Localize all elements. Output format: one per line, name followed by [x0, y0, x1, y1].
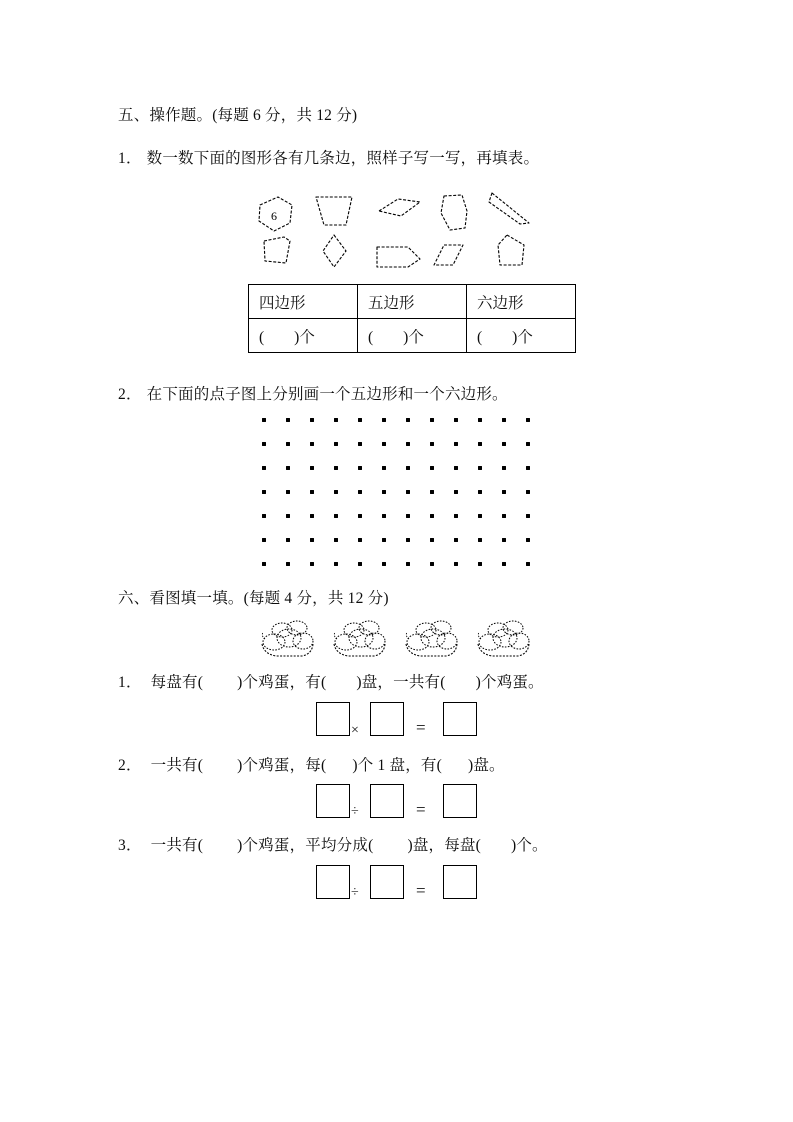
grid-dot: [502, 514, 506, 518]
grid-dot: [526, 538, 530, 542]
grid-dot: [478, 490, 482, 494]
grid-dot: [526, 466, 530, 470]
table-answer-hexagon[interactable]: [467, 319, 576, 353]
q2-part-1: )个鸡蛋，每(: [237, 757, 327, 774]
grid-dot: [310, 562, 314, 566]
cell-close-unit: )个: [294, 328, 315, 346]
shape-thin-parallelogram: [379, 199, 420, 216]
grid-dot: [454, 490, 458, 494]
equals-sign: =: [416, 718, 426, 737]
grid-dot: [262, 418, 266, 422]
grid-dot: [382, 418, 386, 422]
shape-hexagon-with-label: [259, 197, 292, 231]
grid-dot: [526, 418, 530, 422]
grid-dot: [406, 538, 410, 542]
grid-dot: [262, 562, 266, 566]
operator-multiply: ×: [351, 723, 359, 738]
table-answer-quadrilateral[interactable]: [249, 319, 358, 353]
grid-dot: [358, 538, 362, 542]
grid-dot: [310, 418, 314, 422]
egg-plate-1: [262, 621, 313, 656]
grid-dot: [526, 490, 530, 494]
grid-dot: [430, 418, 434, 422]
grid-dot: [430, 562, 434, 566]
grid-dot: [454, 538, 458, 542]
grid-dot: [430, 538, 434, 542]
grid-dot: [286, 562, 290, 566]
answer-box-1[interactable]: [316, 702, 350, 736]
equals-sign: =: [416, 800, 426, 819]
question-number: 2．: [118, 757, 142, 774]
table-answer-row: [249, 319, 576, 353]
grid-dot: [406, 490, 410, 494]
equation-row-3: [316, 865, 516, 901]
operator-divide: ÷: [351, 804, 359, 819]
equals-sign: =: [416, 881, 426, 900]
grid-dot: [382, 442, 386, 446]
section-six-heading: 六、看图填一填。(每题 4 分，共 12 分): [118, 590, 389, 607]
grid-dot: [478, 418, 482, 422]
section-six-q3-line: [118, 835, 548, 857]
answer-box-1[interactable]: [316, 784, 350, 818]
grid-dot: [406, 562, 410, 566]
grid-dot: [310, 442, 314, 446]
grid-dot: [310, 514, 314, 518]
grid-dot: [334, 418, 338, 422]
shape-parallelogram: [434, 245, 463, 265]
cell-close-unit: )个: [512, 328, 533, 346]
grid-dot: [430, 514, 434, 518]
grid-dot: [454, 442, 458, 446]
grid-dot: [310, 538, 314, 542]
dot-grid[interactable]: [262, 418, 530, 566]
answer-box-2[interactable]: [370, 865, 404, 899]
answer-box-3[interactable]: [443, 865, 477, 899]
section-five-q2-line: [118, 384, 508, 406]
equation-row-1: [316, 702, 516, 738]
grid-dot: [358, 562, 362, 566]
grid-dot: [286, 418, 290, 422]
grid-dot: [430, 466, 434, 470]
grid-dot: [382, 562, 386, 566]
q3-part-1: )个鸡蛋，平均分成(: [237, 837, 374, 854]
table-header-pentagon: 五边形: [358, 285, 467, 319]
egg-plate-3: [406, 621, 457, 656]
answer-box-3[interactable]: [443, 702, 477, 736]
grid-dot: [382, 538, 386, 542]
grid-dot: [358, 466, 362, 470]
grid-dot: [502, 466, 506, 470]
shape-sliver-quadrilateral: [489, 193, 529, 224]
grid-dot: [526, 442, 530, 446]
question-number: 1．: [118, 674, 142, 691]
answer-box-1[interactable]: [316, 865, 350, 899]
grid-dot: [358, 418, 362, 422]
q1-part-0: 每盘有(: [150, 674, 204, 691]
grid-dot: [310, 490, 314, 494]
grid-dot: [478, 538, 482, 542]
section-five-q1-line: [118, 148, 539, 170]
grid-dot: [454, 466, 458, 470]
grid-dot: [478, 442, 482, 446]
cell-close-unit: )个: [403, 328, 424, 346]
q2-part-2: )个 1 盘，有(: [352, 757, 442, 774]
grid-dot: [358, 514, 362, 518]
grid-dot: [454, 514, 458, 518]
egg-plate-4: [478, 621, 529, 656]
grid-dot: [334, 562, 338, 566]
grid-dot: [262, 514, 266, 518]
table-header-row: [249, 285, 576, 319]
grid-dot: [382, 514, 386, 518]
shapes-figure: [248, 183, 548, 283]
grid-dot: [334, 442, 338, 446]
shape-arrow-pentagon: [377, 247, 420, 267]
grid-dot: [310, 466, 314, 470]
grid-dot: [334, 490, 338, 494]
table-answer-pentagon[interactable]: [358, 319, 467, 353]
shape-pentagon: [264, 237, 290, 263]
grid-dot: [286, 442, 290, 446]
grid-dot: [454, 418, 458, 422]
question-number: 1．: [118, 150, 142, 167]
q2-part-0: 一共有(: [150, 757, 204, 774]
table-header-quadrilateral: 四边形: [249, 285, 358, 319]
grid-dot: [502, 562, 506, 566]
grid-dot: [454, 562, 458, 566]
grid-dot: [286, 514, 290, 518]
egg-plates-svg: [258, 616, 548, 662]
grid-dot: [358, 490, 362, 494]
grid-dot: [334, 514, 338, 518]
grid-dot: [286, 538, 290, 542]
grid-dot: [286, 466, 290, 470]
grid-dot: [262, 538, 266, 542]
answer-box-2[interactable]: [370, 784, 404, 818]
q1-part-2: )盘，一共有(: [356, 674, 446, 691]
cell-open-paren: (: [259, 328, 265, 346]
q1-part-1: )个鸡蛋，有(: [237, 674, 327, 691]
grid-dot: [382, 466, 386, 470]
section-six-q2-line: [118, 755, 505, 777]
grid-dot: [478, 514, 482, 518]
egg-plate-2: [334, 621, 385, 656]
shape-hexagon-tall: [441, 195, 467, 230]
grid-dot: [358, 442, 362, 446]
q1-part-3: )个鸡蛋。: [475, 674, 544, 691]
q3-part-0: 一共有(: [150, 837, 204, 854]
q3-part-2: )盘，每盘(: [407, 837, 481, 854]
grid-dot: [526, 514, 530, 518]
grid-dot: [406, 442, 410, 446]
grid-dot: [406, 466, 410, 470]
question-number: 2．: [118, 386, 142, 403]
grid-dot: [382, 490, 386, 494]
section-six-q1-line: [118, 672, 544, 694]
grid-dot: [478, 466, 482, 470]
grid-dot: [262, 490, 266, 494]
answer-box-2[interactable]: [370, 702, 404, 736]
grid-dot: [430, 442, 434, 446]
grid-dot: [502, 490, 506, 494]
grid-dot: [334, 538, 338, 542]
question-number: 3．: [118, 837, 142, 854]
grid-dot: [502, 442, 506, 446]
grid-dot: [502, 418, 506, 422]
grid-dot: [430, 490, 434, 494]
grid-dot: [526, 562, 530, 566]
grid-dot: [262, 442, 266, 446]
shape-trapezoid: [316, 197, 352, 225]
section-five-heading: 五、操作题。(每题 6 分，共 12 分): [118, 107, 358, 124]
q2-part-3: )盘。: [467, 757, 505, 774]
question-text: 数一数下面的图形各有几条边，照样子写一写，再填表。: [146, 150, 540, 167]
grid-dot: [502, 538, 506, 542]
q3-part-3: )个。: [510, 837, 548, 854]
grid-dot: [334, 466, 338, 470]
shape-rhombus: [323, 235, 346, 267]
question-text: 在下面的点子图上分别画一个五边形和一个六边形。: [146, 386, 508, 403]
shape-pentagon-house: [498, 235, 524, 265]
shape-count-table: [248, 284, 576, 353]
cell-open-paren: (: [368, 328, 374, 346]
grid-dot: [406, 418, 410, 422]
answer-box-3[interactable]: [443, 784, 477, 818]
grid-dot: [406, 514, 410, 518]
table-header-hexagon: 六边形: [467, 285, 576, 319]
grid-dot: [262, 466, 266, 470]
cell-open-paren: (: [477, 328, 483, 346]
equation-row-2: [316, 784, 516, 820]
grid-dot: [286, 490, 290, 494]
shape-label-six: 6: [271, 209, 277, 223]
egg-plates-illustration: [258, 616, 548, 662]
operator-divide: ÷: [351, 885, 359, 900]
grid-dot: [478, 562, 482, 566]
